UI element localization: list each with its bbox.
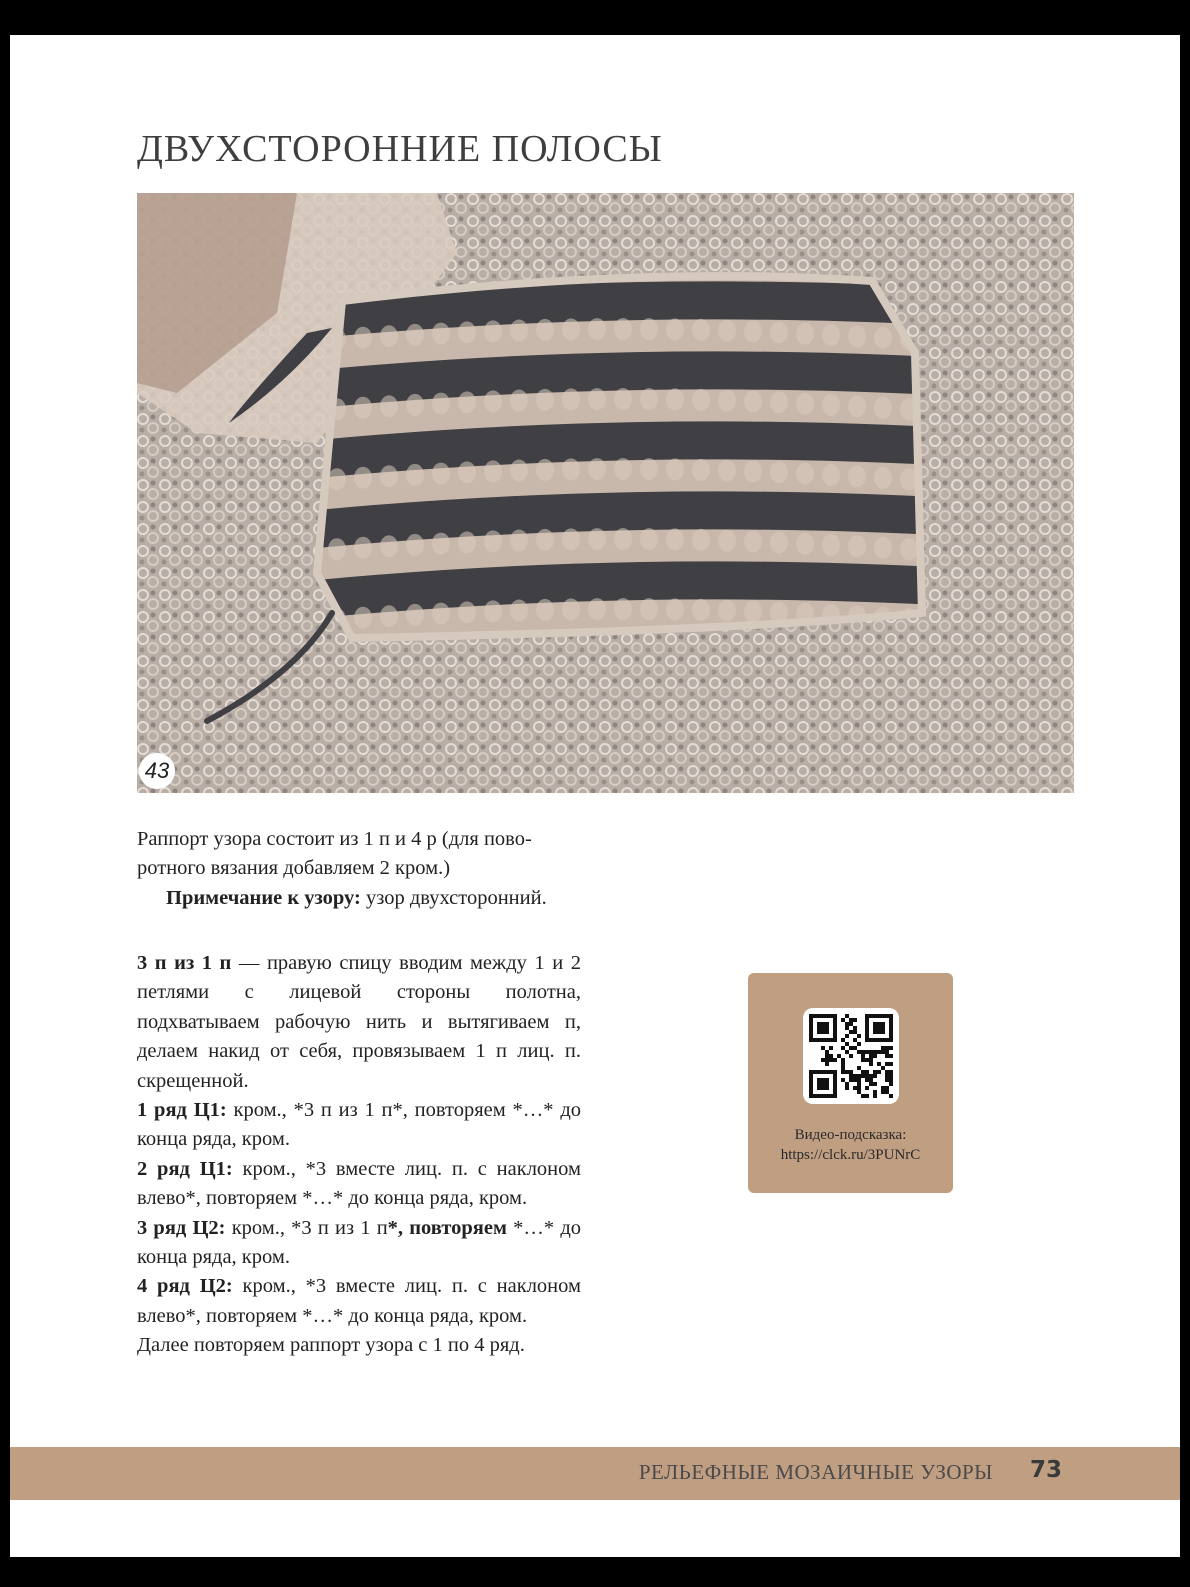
- qr-module: [861, 1070, 865, 1074]
- light-stitch: [536, 319, 554, 341]
- page-number: 73: [1029, 1457, 1062, 1483]
- row-2: [137, 1155, 581, 1214]
- qr-module: [825, 1054, 829, 1058]
- qr-module: [881, 1046, 885, 1050]
- qr-module: [849, 1078, 853, 1082]
- row-4-text: кром., *3 вместе лиц. п. с наклоном влево*, повторяем *…* до конца ряда, кром.: [137, 1275, 581, 1327]
- light-stitch: [614, 318, 632, 340]
- qr-module: [885, 1054, 889, 1058]
- light-stitch: [770, 531, 788, 553]
- qr-module: [889, 1046, 893, 1050]
- qr-module: [841, 1066, 845, 1070]
- note-label: Примечание к узору:: [166, 886, 361, 909]
- light-stitch: [354, 537, 372, 559]
- qr-module: [881, 1050, 885, 1054]
- light-stitch: [874, 397, 892, 419]
- qr-module: [833, 1058, 837, 1062]
- knitting-sample-photo: [137, 193, 1074, 793]
- light-stitch: [354, 327, 372, 349]
- light-stitch: [848, 465, 866, 487]
- light-stitch: [796, 323, 814, 345]
- light-stitch: [510, 600, 528, 622]
- qr-module: [841, 1078, 845, 1082]
- qr-module: [825, 1050, 829, 1054]
- light-stitch: [406, 394, 424, 416]
- qr-module: [857, 1078, 861, 1082]
- light-stitch: [718, 530, 736, 552]
- qr-module: [829, 1046, 833, 1050]
- qr-module: [885, 1070, 889, 1074]
- video-hint-card[interactable]: [748, 973, 953, 1193]
- video-hint-url[interactable]: https://clck.ru/3PUNrC: [780, 1147, 921, 1163]
- light-stitch: [640, 598, 658, 620]
- light-stitch: [510, 530, 528, 552]
- qr-module: [845, 1070, 849, 1074]
- row-2-label: 2 ряд Ц1:: [137, 1157, 233, 1180]
- light-stitch: [588, 458, 606, 480]
- qr-module: [869, 1062, 873, 1066]
- qr-module: [841, 1018, 845, 1022]
- light-stitch: [796, 393, 814, 415]
- qr-module: [845, 1042, 849, 1046]
- light-stitch: [536, 459, 554, 481]
- qr-module: [857, 1050, 861, 1054]
- qr-module: [861, 1054, 865, 1058]
- qr-module: [865, 1070, 869, 1074]
- qr-module: [873, 1070, 877, 1074]
- qr-module: [857, 1074, 861, 1078]
- light-stitch: [744, 600, 762, 622]
- qr-code-icon[interactable]: [803, 1008, 899, 1104]
- page-footer: [10, 1447, 1180, 1500]
- light-stitch: [822, 394, 840, 416]
- qr-module: [881, 1090, 885, 1094]
- qr-module: [837, 1054, 841, 1058]
- qr-module: [853, 1074, 857, 1078]
- light-stitch: [822, 324, 840, 346]
- qr-module: [869, 1058, 873, 1062]
- qr-module: [821, 1058, 825, 1062]
- light-stitch: [458, 461, 476, 483]
- light-stitch: [692, 599, 710, 621]
- light-stitch: [848, 535, 866, 557]
- stitch-definition-text: — правую спицу вводим между 1 и 2 петлями с лицевой стороны полотна, подхватываем рабочую нить и вытягиваем п, делаем накид от себя, провязываем 1 п лиц. п. скрещенной.: [137, 952, 581, 1092]
- light-stitch: [562, 388, 580, 410]
- light-stitch: [744, 530, 762, 552]
- qr-module: [845, 1026, 849, 1030]
- qr-module: [849, 1054, 853, 1058]
- light-stitch: [692, 319, 710, 341]
- qr-module: [853, 1038, 857, 1042]
- qr-module: [821, 1046, 825, 1050]
- light-stitch: [692, 389, 710, 411]
- light-stitch: [432, 533, 450, 555]
- light-stitch: [874, 327, 892, 349]
- light-stitch: [484, 390, 502, 412]
- light-stitch: [536, 389, 554, 411]
- qr-module: [889, 1070, 893, 1074]
- closing-line: Далее повторяем раппорт узора с 1 по 4 ряд.: [137, 1334, 525, 1357]
- light-stitch: [406, 324, 424, 346]
- light-stitch: [640, 318, 658, 340]
- qr-module: [841, 1058, 845, 1062]
- light-stitch: [614, 388, 632, 410]
- qr-module: [845, 1082, 849, 1086]
- light-stitch: [562, 598, 580, 620]
- qr-module: [889, 1078, 893, 1082]
- light-stitch: [432, 463, 450, 485]
- qr-module: [845, 1014, 849, 1018]
- qr-module: [889, 1094, 893, 1098]
- light-stitch: [692, 529, 710, 551]
- qr-module: [841, 1038, 845, 1042]
- light-stitch: [640, 388, 658, 410]
- light-stitch: [562, 318, 580, 340]
- light-stitch: [588, 318, 606, 340]
- qr-module: [869, 1074, 873, 1078]
- light-stitch: [406, 534, 424, 556]
- qr-module: [857, 1066, 861, 1070]
- light-stitch: [458, 531, 476, 553]
- qr-module: [865, 1078, 869, 1082]
- qr-module: [857, 1086, 861, 1090]
- light-stitch: [458, 321, 476, 343]
- qr-module: [861, 1094, 865, 1098]
- row-3-text-b: *…* до конца ряда, кром.: [137, 1216, 581, 1269]
- light-stitch: [718, 460, 736, 482]
- qr-module: [849, 1018, 853, 1022]
- qr-module: [861, 1050, 865, 1054]
- light-stitch: [822, 464, 840, 486]
- footer-section-title: РЕЛЬЕФНЫЕ МОЗАИЧНЫЕ УЗОРЫ: [638, 1460, 993, 1484]
- row-1: [137, 1096, 581, 1155]
- light-stitch: [328, 468, 346, 490]
- row-3: [137, 1214, 581, 1273]
- light-stitch: [380, 395, 398, 417]
- qr-module: [885, 1062, 889, 1066]
- light-stitch: [874, 467, 892, 489]
- qr-code-graphic: [809, 1014, 893, 1098]
- qr-module: [865, 1050, 869, 1054]
- light-stitch: [328, 538, 346, 560]
- qr-module: [857, 1082, 861, 1086]
- light-stitch: [848, 325, 866, 347]
- intro-line-1: Раппорт узора состоит из 1 п и 4 р (для пово-: [137, 828, 532, 850]
- light-stitch: [536, 599, 554, 621]
- intro-line-2: ротного вязания добавляем 2 кром.): [137, 857, 451, 880]
- qr-module: [853, 1086, 857, 1090]
- qr-module: [841, 1046, 845, 1050]
- light-stitch: [562, 458, 580, 480]
- light-stitch: [588, 388, 606, 410]
- light-stitch: [510, 460, 528, 482]
- light-stitch: [614, 458, 632, 480]
- qr-module: [881, 1086, 885, 1090]
- qr-module: [873, 1094, 877, 1098]
- light-stitch: [484, 320, 502, 342]
- row-3-label: 3 ряд Ц2:: [137, 1216, 226, 1239]
- qr-module: [825, 1058, 829, 1062]
- qr-module: [873, 1090, 877, 1094]
- light-stitch: [432, 393, 450, 415]
- book-page: [10, 35, 1180, 1557]
- qr-module: [857, 1034, 861, 1038]
- light-stitch: [380, 605, 398, 627]
- qr-module: [849, 1022, 853, 1026]
- row-2-text: кром., *3 вместе лиц. п. с наклоном влево*, повторяем *…* до конца ряда, кром.: [137, 1157, 581, 1210]
- qr-module: [841, 1070, 845, 1074]
- qr-module: [845, 1086, 849, 1090]
- light-stitch: [666, 388, 684, 410]
- light-stitch: [666, 318, 684, 340]
- pattern-intro: [137, 825, 581, 913]
- qr-module: [885, 1074, 889, 1078]
- light-stitch: [484, 600, 502, 622]
- qr-module: [845, 1050, 849, 1054]
- video-hint-caption: [748, 1125, 953, 1165]
- qr-module: [873, 1050, 877, 1054]
- qr-module: [841, 1062, 845, 1066]
- light-stitch: [510, 320, 528, 342]
- light-stitch: [666, 458, 684, 480]
- light-stitch: [458, 391, 476, 413]
- qr-module: [829, 1058, 833, 1062]
- qr-module: [825, 1062, 829, 1066]
- stitch-definition: [137, 949, 581, 1096]
- light-stitch: [614, 528, 632, 550]
- qr-module: [881, 1066, 885, 1070]
- qr-module: [873, 1074, 877, 1078]
- light-stitch: [770, 321, 788, 343]
- light-stitch: [744, 390, 762, 412]
- light-stitch: [718, 320, 736, 342]
- light-stitch: [744, 320, 762, 342]
- qr-module: [869, 1078, 873, 1082]
- row-1-label: 1 ряд Ц1:: [137, 1099, 227, 1122]
- light-stitch: [640, 458, 658, 480]
- light-stitch: [588, 528, 606, 550]
- qr-module: [829, 1054, 833, 1058]
- qr-module: [885, 1090, 889, 1094]
- light-stitch: [536, 529, 554, 551]
- qr-module: [885, 1050, 889, 1054]
- page-title: ДВУХСТОРОННИЕ ПОЛОСЫ: [137, 128, 663, 170]
- light-stitch: [432, 603, 450, 625]
- light-stitch: [718, 390, 736, 412]
- light-stitch: [874, 537, 892, 559]
- qr-module: [817, 1078, 829, 1090]
- qr-module: [865, 1074, 869, 1078]
- pattern-note: [137, 884, 581, 913]
- qr-module: [877, 1062, 881, 1066]
- qr-module: [885, 1046, 889, 1050]
- row-4: [137, 1272, 581, 1331]
- light-stitch: [796, 533, 814, 555]
- light-stitch: [380, 465, 398, 487]
- qr-module: [849, 1070, 853, 1074]
- light-stitch: [744, 460, 762, 482]
- light-stitch: [406, 604, 424, 626]
- qr-module: [853, 1046, 857, 1050]
- light-stitch: [666, 528, 684, 550]
- light-stitch: [718, 600, 736, 622]
- light-stitch: [380, 535, 398, 557]
- qr-module: [873, 1054, 877, 1058]
- light-stitch: [562, 528, 580, 550]
- qr-module: [889, 1082, 893, 1086]
- light-stitch: [640, 528, 658, 550]
- qr-module: [861, 1074, 865, 1078]
- figure-number-badge: 43: [139, 753, 175, 789]
- light-stitch: [380, 325, 398, 347]
- qr-module: [865, 1094, 869, 1098]
- qr-module: [889, 1062, 893, 1066]
- note-text: узор двухсторонний.: [360, 886, 547, 909]
- qr-module: [869, 1050, 873, 1054]
- row-4-label: 4 ряд Ц2:: [137, 1275, 233, 1298]
- light-stitch: [848, 395, 866, 417]
- video-hint-label: Видео-подсказка:: [794, 1127, 907, 1143]
- light-stitch: [588, 598, 606, 620]
- light-stitch: [510, 390, 528, 412]
- qr-module: [873, 1022, 885, 1034]
- qr-module: [845, 1034, 849, 1038]
- qr-module: [889, 1054, 893, 1058]
- qr-module: [817, 1022, 829, 1034]
- qr-module: [869, 1082, 873, 1086]
- qr-module: [853, 1026, 857, 1030]
- row-3-bold: *, повторяем: [387, 1216, 507, 1239]
- light-stitch: [770, 391, 788, 413]
- knitted-swatch-illustration: [137, 193, 1074, 793]
- qr-module: [877, 1050, 881, 1054]
- qr-module: [861, 1058, 865, 1062]
- light-stitch: [354, 397, 372, 419]
- light-stitch: [666, 598, 684, 620]
- light-stitch: [770, 461, 788, 483]
- qr-module: [853, 1018, 857, 1022]
- qr-module: [853, 1030, 857, 1034]
- light-stitch: [822, 534, 840, 556]
- light-stitch: [432, 323, 450, 345]
- light-stitch: [484, 460, 502, 482]
- qr-module: [885, 1078, 889, 1082]
- pattern-instructions: [137, 949, 581, 1361]
- qr-module: [869, 1054, 873, 1058]
- qr-module: [849, 1074, 853, 1078]
- qr-module: [889, 1074, 893, 1078]
- qr-module: [849, 1030, 853, 1034]
- qr-module: [849, 1046, 853, 1050]
- row-1-text: кром., *3 п из 1 п*, повторяем *…* до конца ряда, кром.: [137, 1099, 581, 1151]
- qr-module: [865, 1086, 869, 1090]
- qr-module: [865, 1058, 869, 1062]
- light-stitch: [484, 530, 502, 552]
- qr-module: [885, 1086, 889, 1090]
- light-stitch: [796, 463, 814, 485]
- light-stitch: [354, 467, 372, 489]
- qr-module: [873, 1082, 877, 1086]
- light-stitch: [692, 459, 710, 481]
- light-stitch: [354, 607, 372, 629]
- row-3-text-a: кром., *3 п из 1 п: [225, 1216, 388, 1239]
- qr-module: [857, 1042, 861, 1046]
- swatch-stripes: [307, 253, 937, 653]
- light-stitch: [458, 601, 476, 623]
- qr-module: [877, 1070, 881, 1074]
- qr-module: [857, 1090, 861, 1094]
- qr-module: [853, 1078, 857, 1082]
- light-stitch: [406, 464, 424, 486]
- light-stitch: [900, 538, 918, 560]
- light-stitch: [614, 598, 632, 620]
- stitch-definition-label: 3 п из 1 п: [137, 952, 232, 974]
- qr-module: [845, 1022, 849, 1026]
